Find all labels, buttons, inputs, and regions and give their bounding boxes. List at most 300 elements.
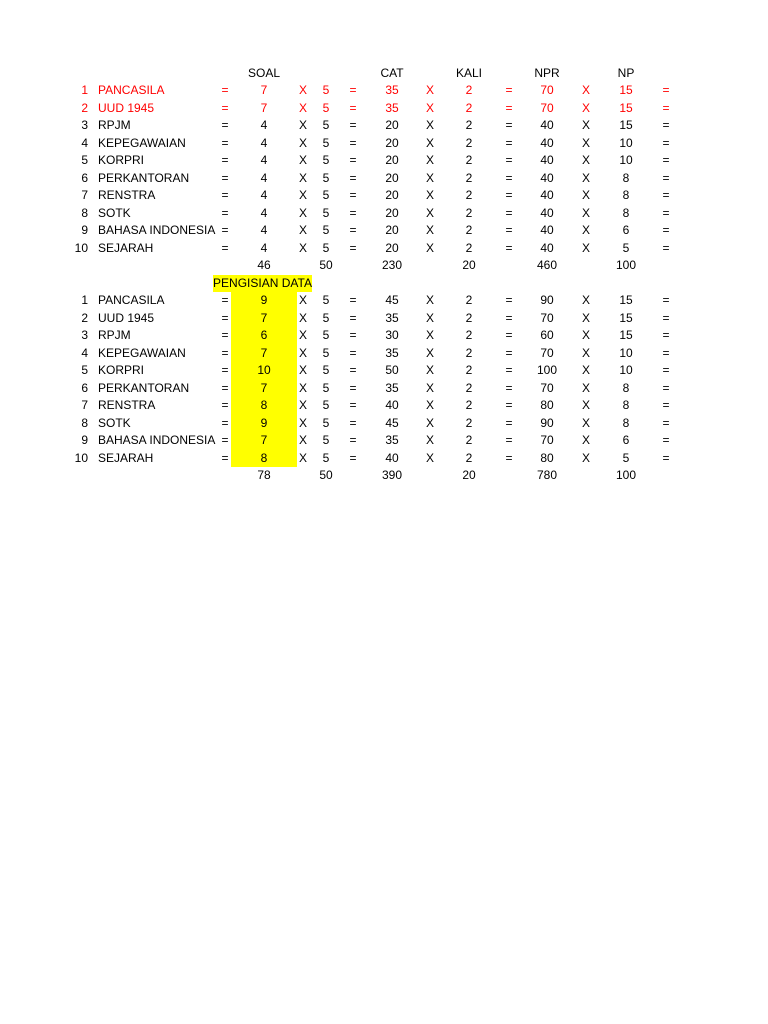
equals-sign: = [505,223,513,237]
soal-value: 7 [260,101,268,115]
equals-sign: = [349,311,357,325]
times-sign: X [298,153,307,167]
table2-row-2 [0,310,768,327]
npr-value: 40 [540,188,554,202]
equals-sign: = [349,171,357,185]
times-sign: X [581,416,590,430]
equals-sign: = [349,241,357,255]
subject-name: KEPEGAWAIAN [98,346,186,360]
equals-sign: = [221,293,229,307]
times-sign: X [425,346,434,360]
equals-sign: = [662,416,670,430]
times-sign: X [581,293,590,307]
cat-value: 35 [385,346,399,360]
cat-value: 45 [385,416,399,430]
np-value: 10 [619,363,633,377]
np-value: 8 [622,381,630,395]
subject-name: PANCASILA [98,293,165,307]
equals-sign: = [221,153,229,167]
soal-input-value[interactable]: 7 [260,346,268,360]
np-value: 8 [622,171,630,185]
times-sign: X [425,328,434,342]
times-sign: X [298,328,307,342]
row-number: 8 [81,206,88,220]
kali-value: 2 [465,451,473,465]
soal-input-value[interactable]: 7 [260,381,268,395]
subject-name: SEJARAH [98,241,154,255]
multiplier-value: 5 [322,328,330,342]
subject-name: BAHASA INDONESIA [98,223,216,237]
subject-name: SOTK [98,416,131,430]
table1-row-7 [0,187,768,204]
cat-value: 20 [385,188,399,202]
kali-value: 2 [465,101,473,115]
kali-value: 2 [465,346,473,360]
equals-sign: = [221,83,229,97]
times-sign: X [298,381,307,395]
equals-sign: = [349,101,357,115]
multiplier-value: 5 [322,416,330,430]
times-sign: X [425,223,434,237]
total-np: 100 [615,258,637,272]
row-number: 7 [81,188,88,202]
total-cat: 230 [381,258,403,272]
npr-value: 100 [536,363,558,377]
subject-name: RPJM [98,118,131,132]
equals-sign: = [662,118,670,132]
npr-value: 70 [540,311,554,325]
equals-sign: = [349,118,357,132]
row-number: 2 [81,311,88,325]
cat-value: 35 [385,83,399,97]
equals-sign: = [221,223,229,237]
multiplier-value: 5 [322,346,330,360]
times-sign: X [425,451,434,465]
times-sign: X [298,433,307,447]
subject-name: PANCASILA [98,83,165,97]
times-sign: X [298,451,307,465]
equals-sign: = [662,311,670,325]
equals-sign: = [505,416,513,430]
kali-value: 2 [465,171,473,185]
equals-sign: = [349,136,357,150]
times-sign: X [581,153,590,167]
equals-sign: = [349,83,357,97]
subject-name: KORPRI [98,153,145,167]
equals-sign: = [505,346,513,360]
times-sign: X [425,381,434,395]
soal-value: 4 [260,188,268,202]
row-number: 6 [81,171,88,185]
np-value: 8 [622,416,630,430]
times-sign: X [298,346,307,360]
np-value: 6 [622,223,630,237]
times-sign: X [581,136,590,150]
row-number: 4 [81,136,88,150]
soal-input-value[interactable]: 8 [260,398,268,412]
times-sign: X [425,188,434,202]
equals-sign: = [505,398,513,412]
subject-name: PERKANTORAN [98,171,190,185]
equals-sign: = [221,241,229,255]
equals-sign: = [662,83,670,97]
total-npr: 780 [536,468,558,482]
kali-value: 2 [465,223,473,237]
kali-value: 2 [465,363,473,377]
equals-sign: = [505,381,513,395]
row-number: 1 [81,293,88,307]
npr-value: 70 [540,346,554,360]
np-value: 15 [619,83,633,97]
times-sign: X [581,101,590,115]
equals-sign: = [505,328,513,342]
soal-input-value[interactable]: 9 [260,293,268,307]
equals-sign: = [221,136,229,150]
times-sign: X [581,206,590,220]
times-sign: X [425,398,434,412]
table1-row-3 [0,117,768,134]
equals-sign: = [349,346,357,360]
multiplier-value: 5 [322,101,330,115]
table2-row-6 [0,380,768,397]
multiplier-value: 5 [322,433,330,447]
npr-value: 70 [540,381,554,395]
kali-value: 2 [465,398,473,412]
np-value: 5 [622,451,630,465]
equals-sign: = [221,188,229,202]
equals-sign: = [221,171,229,185]
times-sign: X [425,101,434,115]
table2-row-7 [0,397,768,414]
equals-sign: = [349,381,357,395]
npr-value: 90 [540,416,554,430]
multiplier-value: 5 [322,293,330,307]
npr-value: 60 [540,328,554,342]
multiplier-value: 5 [322,83,330,97]
times-sign: X [425,416,434,430]
kali-value: 2 [465,188,473,202]
equals-sign: = [662,293,670,307]
np-value: 5 [622,241,630,255]
times-sign: X [298,241,307,255]
np-value: 10 [619,346,633,360]
npr-value: 70 [540,433,554,447]
times-sign: X [298,101,307,115]
total-npr: 460 [536,258,558,272]
times-sign: X [298,398,307,412]
npr-value: 40 [540,171,554,185]
equals-sign: = [221,101,229,115]
row-number: 9 [81,433,88,447]
subject-name: RENSTRA [98,398,156,412]
times-sign: X [298,83,307,97]
table2-totals-row [0,467,768,484]
soal-input-value[interactable]: 7 [260,433,268,447]
equals-sign: = [662,363,670,377]
cat-value: 20 [385,118,399,132]
total-soal: 46 [257,258,271,272]
row-number: 5 [81,153,88,167]
table2-title-row [0,275,768,292]
np-value: 8 [622,188,630,202]
row-number: 10 [74,241,88,255]
equals-sign: = [221,433,229,447]
cat-value: 20 [385,206,399,220]
npr-value: 40 [540,206,554,220]
times-sign: X [425,83,434,97]
multiplier-value: 5 [322,153,330,167]
equals-sign: = [221,328,229,342]
soal-input-value[interactable]: 8 [260,451,268,465]
np-value: 8 [622,398,630,412]
kali-value: 2 [465,118,473,132]
equals-sign: = [349,206,357,220]
equals-sign: = [221,416,229,430]
times-sign: X [425,206,434,220]
cat-value: 45 [385,293,399,307]
times-sign: X [581,346,590,360]
cat-value: 20 [385,241,399,255]
npr-value: 40 [540,118,554,132]
times-sign: X [581,398,590,412]
total-cat: 390 [381,468,403,482]
row-number: 5 [81,363,88,377]
equals-sign: = [662,206,670,220]
cat-value: 40 [385,451,399,465]
soal-value: 4 [260,136,268,150]
equals-sign: = [505,451,513,465]
equals-sign: = [505,206,513,220]
table2-row-5 [0,362,768,379]
times-sign: X [425,241,434,255]
equals-sign: = [662,398,670,412]
times-sign: X [581,328,590,342]
soal-input-value[interactable]: 10 [257,363,271,377]
times-sign: X [425,363,434,377]
soal-value: 4 [260,241,268,255]
kali-value: 2 [465,206,473,220]
times-sign: X [581,188,590,202]
row-number: 2 [81,101,88,115]
equals-sign: = [221,118,229,132]
equals-sign: = [221,206,229,220]
times-sign: X [581,363,590,377]
times-sign: X [298,118,307,132]
kali-value: 2 [465,311,473,325]
equals-sign: = [662,346,670,360]
table1-row-6 [0,170,768,187]
equals-sign: = [349,451,357,465]
equals-sign: = [505,153,513,167]
npr-value: 80 [540,398,554,412]
equals-sign: = [221,398,229,412]
header-row [0,65,768,82]
cat-value: 35 [385,433,399,447]
multiplier-value: 5 [322,381,330,395]
row-number: 3 [81,118,88,132]
npr-value: 40 [540,223,554,237]
cat-value: 20 [385,171,399,185]
subject-name: KORPRI [98,363,145,377]
row-number: 4 [81,346,88,360]
npr-value: 70 [540,83,554,97]
table2-row-3 [0,327,768,344]
equals-sign: = [221,363,229,377]
equals-sign: = [662,223,670,237]
kali-value: 2 [465,153,473,167]
header-np: NP [617,66,635,80]
equals-sign: = [662,101,670,115]
times-sign: X [425,118,434,132]
multiplier-value: 5 [322,188,330,202]
npr-value: 70 [540,101,554,115]
subject-name: RPJM [98,328,131,342]
multiplier-value: 5 [322,171,330,185]
np-value: 10 [619,136,633,150]
cat-value: 20 [385,223,399,237]
row-number: 7 [81,398,88,412]
equals-sign: = [505,293,513,307]
times-sign: X [425,433,434,447]
equals-sign: = [505,311,513,325]
equals-sign: = [349,188,357,202]
np-value: 15 [619,293,633,307]
equals-sign: = [349,398,357,412]
equals-sign: = [505,241,513,255]
header-soal: SOAL [247,66,280,80]
equals-sign: = [505,118,513,132]
multiplier-value: 5 [322,398,330,412]
equals-sign: = [662,188,670,202]
soal-input-value[interactable]: 6 [260,328,268,342]
soal-value: 4 [260,171,268,185]
equals-sign: = [349,293,357,307]
equals-sign: = [505,101,513,115]
times-sign: X [581,433,590,447]
row-number: 6 [81,381,88,395]
multiplier-value: 5 [322,223,330,237]
row-number: 10 [74,451,88,465]
kali-value: 2 [465,83,473,97]
table1-row-5 [0,152,768,169]
equals-sign: = [221,346,229,360]
table2-row-9 [0,432,768,449]
total-kali: 20 [462,468,476,482]
times-sign: X [298,311,307,325]
equals-sign: = [505,136,513,150]
soal-value: 7 [260,83,268,97]
kali-value: 2 [465,328,473,342]
cat-value: 20 [385,136,399,150]
cat-value: 40 [385,398,399,412]
np-value: 15 [619,328,633,342]
subject-name: UUD 1945 [98,101,155,115]
times-sign: X [425,171,434,185]
np-value: 6 [622,433,630,447]
header-kali: KALI [455,66,482,80]
header-npr: NPR [534,66,560,80]
total-np: 100 [615,468,637,482]
times-sign: X [581,381,590,395]
kali-value: 2 [465,136,473,150]
total-kali: 20 [462,258,476,272]
equals-sign: = [662,451,670,465]
soal-input-value[interactable]: 9 [260,416,268,430]
cat-value: 50 [385,363,399,377]
soal-value: 4 [260,223,268,237]
soal-value: 4 [260,118,268,132]
table2-row-4 [0,345,768,362]
times-sign: X [298,363,307,377]
table1-row-2 [0,100,768,117]
npr-value: 80 [540,451,554,465]
times-sign: X [298,223,307,237]
npr-value: 40 [540,136,554,150]
times-sign: X [581,451,590,465]
table1-row-4 [0,135,768,152]
subject-name: BAHASA INDONESIA [98,433,216,447]
cat-value: 35 [385,101,399,115]
np-value: 15 [619,118,633,132]
times-sign: X [581,241,590,255]
equals-sign: = [349,416,357,430]
equals-sign: = [221,311,229,325]
equals-sign: = [505,171,513,185]
cat-value: 30 [385,328,399,342]
times-sign: X [298,136,307,150]
equals-sign: = [662,328,670,342]
kali-value: 2 [465,241,473,255]
equals-sign: = [505,188,513,202]
equals-sign: = [662,241,670,255]
table1-row-8 [0,205,768,222]
times-sign: X [581,223,590,237]
equals-sign: = [221,381,229,395]
times-sign: X [425,153,434,167]
times-sign: X [425,136,434,150]
cat-value: 35 [385,311,399,325]
kali-value: 2 [465,416,473,430]
row-number: 3 [81,328,88,342]
cat-value: 20 [385,153,399,167]
subject-name: KEPEGAWAIAN [98,136,186,150]
multiplier-value: 5 [322,311,330,325]
equals-sign: = [662,153,670,167]
table1-row-10 [0,240,768,257]
table2-row-8 [0,415,768,432]
soal-input-value[interactable]: 7 [260,311,268,325]
times-sign: X [581,171,590,185]
equals-sign: = [662,433,670,447]
times-sign: X [298,188,307,202]
times-sign: X [298,206,307,220]
row-number: 1 [81,83,88,97]
subject-name: PERKANTORAN [98,381,190,395]
table2-row-10 [0,450,768,467]
times-sign: X [425,311,434,325]
multiplier-value: 5 [322,363,330,377]
equals-sign: = [505,83,513,97]
table1-row-9 [0,222,768,239]
times-sign: X [298,171,307,185]
total-multiplier: 50 [319,468,333,482]
header-cat: CAT [380,66,404,80]
np-value: 15 [619,311,633,325]
kali-value: 2 [465,433,473,447]
cat-value: 35 [385,381,399,395]
npr-value: 90 [540,293,554,307]
equals-sign: = [505,433,513,447]
